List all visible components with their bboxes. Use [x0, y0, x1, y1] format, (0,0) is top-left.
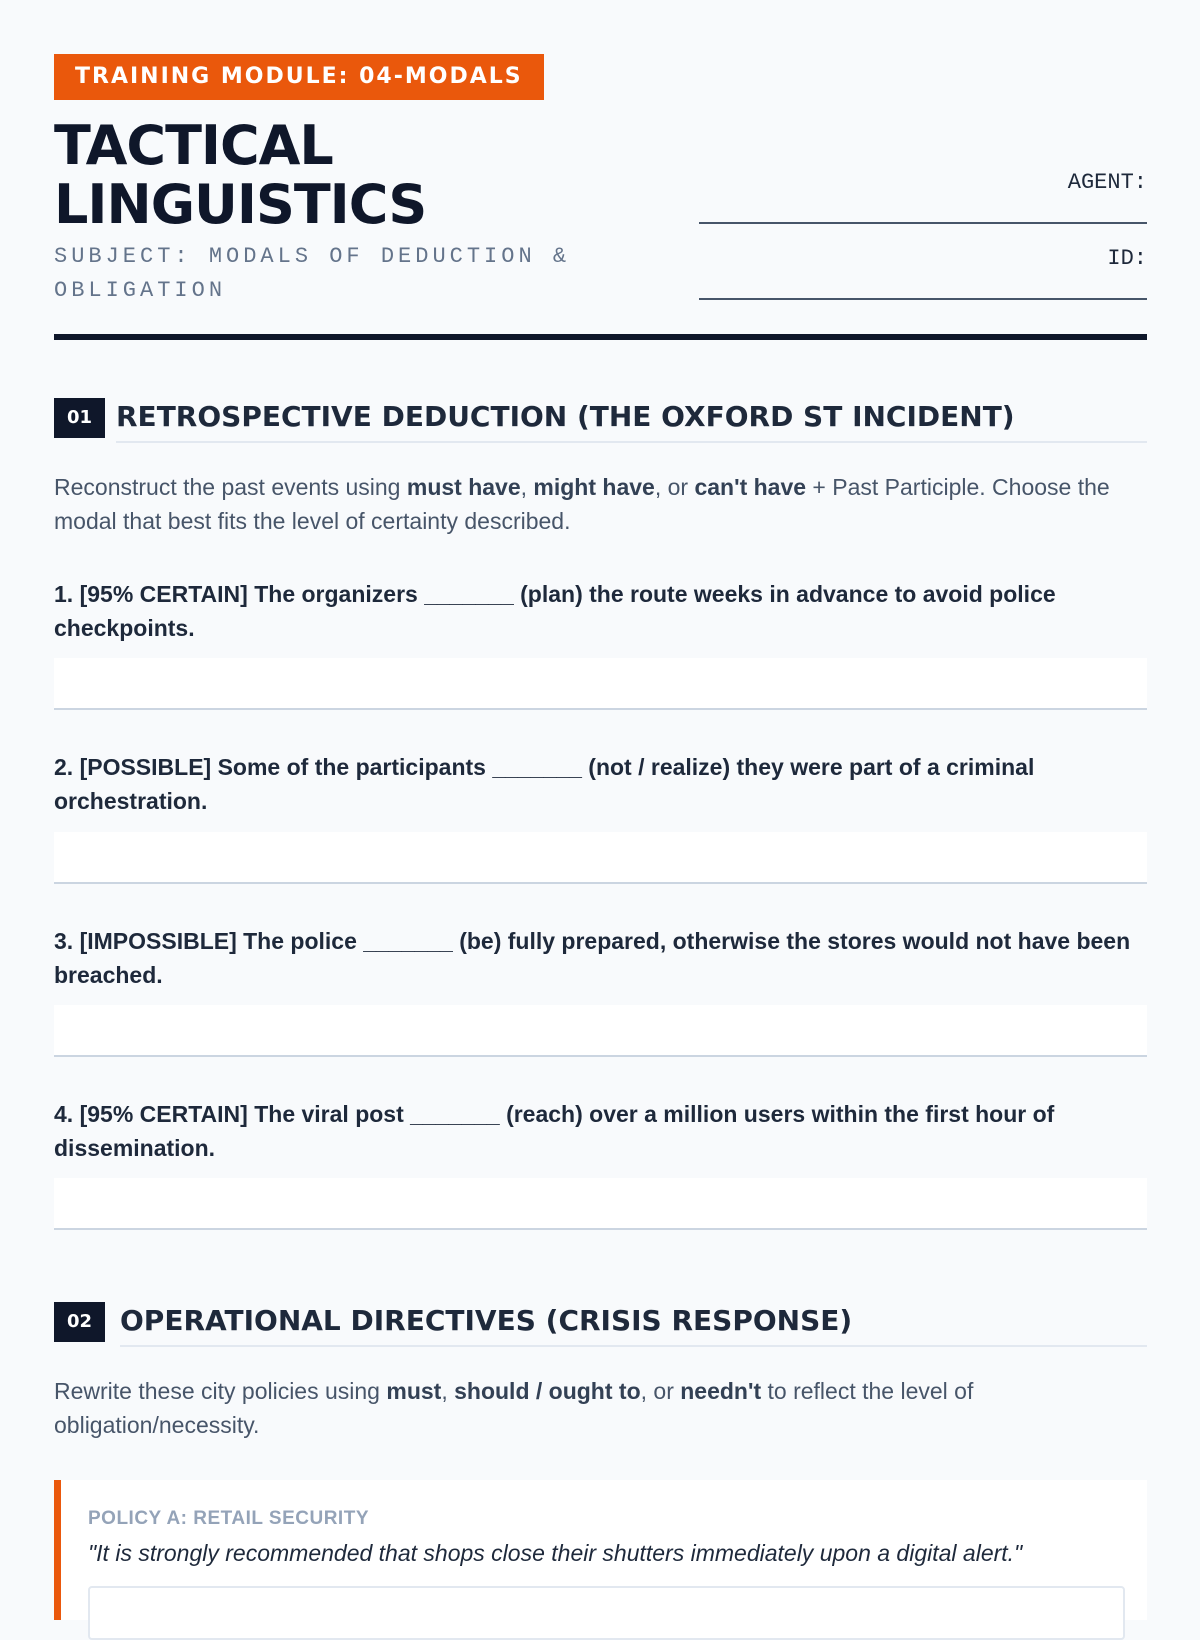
instruction-keyword: might have: [533, 474, 655, 500]
agent-field[interactable]: [699, 166, 1147, 224]
instruction-keyword: must: [386, 1378, 442, 1404]
policy-card: [54, 1480, 1147, 1620]
section-title: OPERATIONAL DIRECTIVES (CRISIS RESPONSE): [120, 1302, 1147, 1347]
worksheet-header: [54, 0, 1147, 342]
question-text: 3. [IMPOSSIBLE] The police _______ (be) fully prepared, otherwise the stores would not have been breached.: [54, 928, 1131, 988]
module-badge: TRAINING MODULE: 04-MODALS: [54, 54, 544, 100]
instruction-text: Reconstruct the past events using: [54, 474, 407, 500]
header-divider: [54, 334, 1147, 340]
section-01-heading: [54, 398, 1147, 444]
question-text: 1. [95% CERTAIN] The organizers _______ (plan) the route weeks in advance to avoid police checkpoints.: [54, 581, 1056, 641]
title-line-1: TACTICAL: [54, 114, 333, 177]
question-4: [54, 1097, 1147, 1165]
section-02-heading: [54, 1302, 1147, 1348]
question-1: [54, 577, 1147, 645]
page-title: [54, 116, 426, 234]
policy-answer-field[interactable]: [88, 1586, 1125, 1640]
worksheet-page: [54, 0, 1147, 1566]
question-text: 4. [95% CERTAIN] The viral post _______ (reach) over a million users within the first hour of dissemination.: [54, 1101, 1055, 1161]
instruction-keyword: needn't: [680, 1378, 762, 1404]
answer-field-2[interactable]: [54, 832, 1147, 884]
answer-field-1[interactable]: [54, 658, 1147, 710]
question-3: [54, 924, 1147, 992]
policy-label: POLICY A: RETAIL SECURITY: [88, 1508, 369, 1529]
agent-label: AGENT:: [1067, 170, 1147, 195]
instruction-text: + Past Participle. Choose the modal that best fits the level of certainty described.: [54, 474, 1110, 534]
instruction-keyword: must have: [406, 474, 521, 500]
section-number-badge: 02: [54, 1302, 105, 1342]
title-line-2: LINGUISTICS: [54, 173, 427, 236]
section-number-badge: 01: [54, 398, 105, 438]
section-title: RETROSPECTIVE DEDUCTION (THE OXFORD ST INCIDENT): [116, 398, 1147, 443]
question-text: 2. [POSSIBLE] Some of the participants _______ (not / realize) they were part of a criminal orchestration.: [54, 754, 1035, 814]
instruction-text: ,: [441, 1378, 455, 1404]
policy-quote: "It is strongly recommended that shops close their shutters immediately upon a digital alert.": [88, 1540, 1023, 1566]
subject-line: SUBJECT: MODALS OF DEDUCTION & OBLIGATION: [54, 244, 571, 303]
instruction-keyword: can't have: [694, 474, 807, 500]
instruction-text: Rewrite these city policies using: [54, 1378, 387, 1404]
instruction-keyword: should / ought to: [454, 1378, 641, 1404]
section-01-instructions: [54, 470, 1147, 538]
answer-field-3[interactable]: [54, 1005, 1147, 1057]
instruction-text: , or: [640, 1378, 681, 1404]
instruction-text: , or: [654, 474, 695, 500]
question-2: [54, 750, 1147, 818]
instruction-text: to reflect the level of obligation/necessity.: [54, 1378, 974, 1438]
section-02-instructions: [54, 1374, 1147, 1442]
agent-fields: [699, 166, 1147, 318]
id-label: ID:: [1107, 246, 1147, 271]
answer-field-4[interactable]: [54, 1178, 1147, 1230]
instruction-text: ,: [520, 474, 534, 500]
id-field[interactable]: [699, 242, 1147, 300]
